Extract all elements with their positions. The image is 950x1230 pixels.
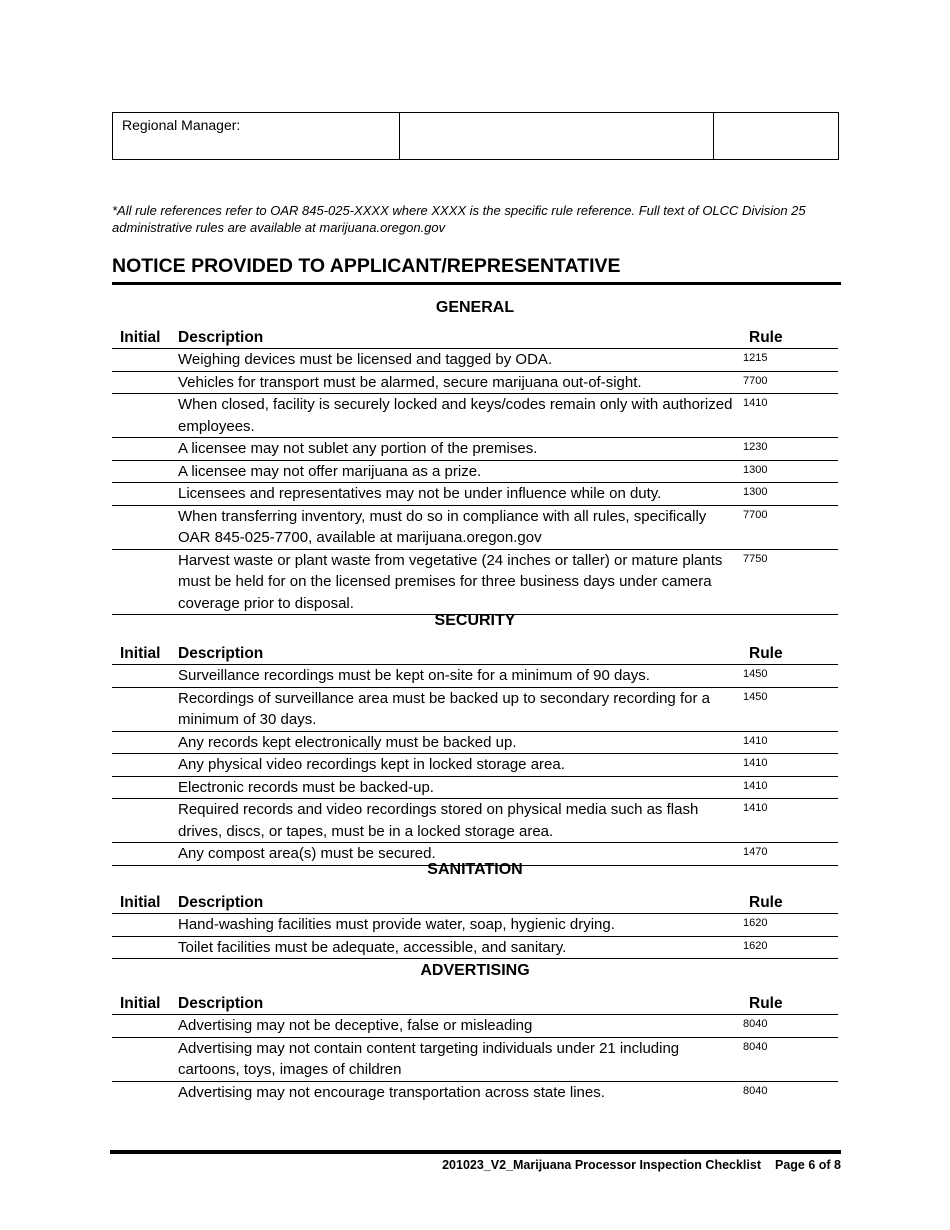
column-header-initial: Initial xyxy=(112,994,170,1015)
section-security xyxy=(112,610,838,866)
table-row xyxy=(112,687,838,731)
column-header-rule: Rule xyxy=(741,893,838,914)
description-cell: Advertising may not contain content targeting individuals under 21 including cartoons, toys, images of children xyxy=(170,1037,741,1081)
table-row xyxy=(112,1037,838,1081)
rule-cell: 1300 xyxy=(741,460,838,483)
footer-text xyxy=(110,1154,841,1172)
description-cell: Electronic records must be backed-up. xyxy=(170,776,741,799)
rule-cell: 1230 xyxy=(741,438,838,461)
description-cell: Surveillance recordings must be kept on-site for a minimum of 90 days. xyxy=(170,665,741,688)
rule-cell: 1410 xyxy=(741,731,838,754)
table-row xyxy=(112,754,838,777)
initial-cell[interactable] xyxy=(112,731,170,754)
description-cell: Advertising may not be deceptive, false or misleading xyxy=(170,1015,741,1038)
table-row xyxy=(112,371,838,394)
checklist-table xyxy=(112,328,838,615)
column-header-rule: Rule xyxy=(741,994,838,1015)
initial-cell[interactable] xyxy=(112,394,170,438)
initial-cell[interactable] xyxy=(112,349,170,372)
rule-cell: 7700 xyxy=(741,371,838,394)
page-footer xyxy=(110,1150,841,1172)
table-row xyxy=(112,438,838,461)
table-row xyxy=(112,665,838,688)
rule-cell: 1410 xyxy=(741,799,838,843)
description-cell: When transferring inventory, must do so in compliance with all rules, specifically OAR 845-025-7700, available at marijuana.oregon.gov xyxy=(170,505,741,549)
table-header-row xyxy=(112,994,838,1015)
rule-cell: 1215 xyxy=(741,349,838,372)
rule-reference-footnote: *All rule references refer to OAR 845-025-XXXX where XXXX is the specific rule reference. Full text of OLCC Division 25 administrative rules are available at marijuana.oregon.gov xyxy=(112,203,806,235)
table-row xyxy=(112,483,838,506)
description-cell: Vehicles for transport must be alarmed, secure marijuana out-of-sight. xyxy=(170,371,741,394)
initial-cell[interactable] xyxy=(112,371,170,394)
initial-cell[interactable] xyxy=(112,1037,170,1081)
column-header-initial: Initial xyxy=(112,328,170,349)
table-row xyxy=(112,549,838,615)
description-cell: Toilet facilities must be adequate, accessible, and sanitary. xyxy=(170,936,741,959)
section-heading: ADVERTISING xyxy=(420,962,530,979)
description-cell: Licensees and representatives may not be under influence while on duty. xyxy=(170,483,741,506)
description-cell: Hand-washing facilities must provide water, soap, hygienic drying. xyxy=(170,914,741,937)
description-cell: A licensee may not offer marijuana as a prize. xyxy=(170,460,741,483)
initial-cell[interactable] xyxy=(112,665,170,688)
section-heading: SECURITY xyxy=(434,612,516,629)
column-header-description: Description xyxy=(170,644,741,665)
initial-cell[interactable] xyxy=(112,687,170,731)
regional-manager-label: Regional Manager: xyxy=(122,117,241,133)
column-header-rule: Rule xyxy=(741,328,838,349)
notice-title: NOTICE PROVIDED TO APPLICANT/REPRESENTATIVE xyxy=(112,253,841,285)
rule-cell: 1410 xyxy=(741,754,838,777)
description-cell: Weighing devices must be licensed and tagged by ODA. xyxy=(170,349,741,372)
section-heading: GENERAL xyxy=(435,299,515,316)
table-row xyxy=(112,776,838,799)
initial-cell xyxy=(112,1081,170,1103)
table-header-row xyxy=(112,893,838,914)
column-header-initial: Initial xyxy=(112,893,170,914)
initial-cell[interactable] xyxy=(112,799,170,843)
initial-cell[interactable] xyxy=(112,754,170,777)
regional-manager-name-cell[interactable] xyxy=(400,113,714,160)
column-header-description: Description xyxy=(170,328,741,349)
initial-cell[interactable] xyxy=(112,438,170,461)
column-header-description: Description xyxy=(170,994,741,1015)
rule-cell: 7700 xyxy=(741,505,838,549)
rule-cell: 1620 xyxy=(741,936,838,959)
description-cell: Advertising may not encourage transportation across state lines. xyxy=(178,1083,605,1101)
table-header-row xyxy=(112,644,838,665)
checklist-table xyxy=(112,644,838,866)
table-header-row xyxy=(112,328,838,349)
table-row xyxy=(112,731,838,754)
initial-cell[interactable] xyxy=(112,460,170,483)
initial-cell[interactable] xyxy=(112,483,170,506)
section-sanitation xyxy=(112,859,838,959)
table-row xyxy=(112,394,838,438)
section-heading: SANITATION xyxy=(427,861,523,878)
regional-manager-label-cell xyxy=(113,113,400,160)
rule-cell: 7750 xyxy=(741,549,838,615)
rule-cell: 1410 xyxy=(741,776,838,799)
rule-cell: 1450 xyxy=(741,687,838,731)
column-header-description: Description xyxy=(170,893,741,914)
table-row xyxy=(112,1015,838,1038)
rule-cell: 1470 xyxy=(741,843,838,866)
column-header-rule: Rule xyxy=(741,644,838,665)
initial-cell[interactable] xyxy=(112,505,170,549)
rule-cell: 1410 xyxy=(741,394,838,438)
table-row xyxy=(112,1081,838,1103)
description-cell: When closed, facility is securely locked and keys/codes remain only with authorized employees. xyxy=(170,394,741,438)
rule-cell: 1620 xyxy=(741,914,838,937)
initial-cell[interactable] xyxy=(112,936,170,959)
checklist-table xyxy=(112,893,838,959)
section-advertising xyxy=(112,960,838,1103)
description-cell: Any compost area(s) must be secured. xyxy=(170,843,741,866)
checklist-table xyxy=(112,994,838,1103)
description-cell: Harvest waste or plant waste from vegetative (24 inches or taller) or mature plants must be held for on the licensed premises for three business days under camera coverage prior to disposal. xyxy=(170,549,741,615)
initial-cell[interactable] xyxy=(112,549,170,615)
table-row xyxy=(112,460,838,483)
section-general xyxy=(112,297,838,615)
table-row xyxy=(112,936,838,959)
description-cell: Recordings of surveillance area must be backed up to secondary recording for a minimum of 30 days. xyxy=(170,687,741,731)
description-cell: Required records and video recordings stored on physical media such as flash drives, discs, or tapes, must be in a locked storage area. xyxy=(170,799,741,843)
footer-document-name: 201023_V2_Marijuana Processor Inspection Checklist xyxy=(442,1158,761,1172)
rule-cell: 1450 xyxy=(741,665,838,688)
regional-manager-date-cell[interactable] xyxy=(714,113,839,160)
rule-cell: 8040 xyxy=(743,1084,768,1097)
table-row xyxy=(112,914,838,937)
rule-cell: 8040 xyxy=(741,1037,838,1081)
description-cell: A licensee may not sublet any portion of the premises. xyxy=(170,438,741,461)
table-row xyxy=(112,505,838,549)
regional-manager-table xyxy=(112,112,839,160)
table-row xyxy=(112,799,838,843)
initial-cell[interactable] xyxy=(112,914,170,937)
footer-page-number: Page 6 of 8 xyxy=(775,1158,841,1172)
column-header-initial: Initial xyxy=(112,644,170,665)
rule-cell: 1300 xyxy=(741,483,838,506)
initial-cell[interactable] xyxy=(112,1015,170,1038)
table-row xyxy=(112,349,838,372)
description-cell: Any physical video recordings kept in locked storage area. xyxy=(170,754,741,777)
initial-cell[interactable] xyxy=(112,776,170,799)
rule-cell: 8040 xyxy=(741,1015,838,1038)
description-cell: Any records kept electronically must be backed up. xyxy=(170,731,741,754)
